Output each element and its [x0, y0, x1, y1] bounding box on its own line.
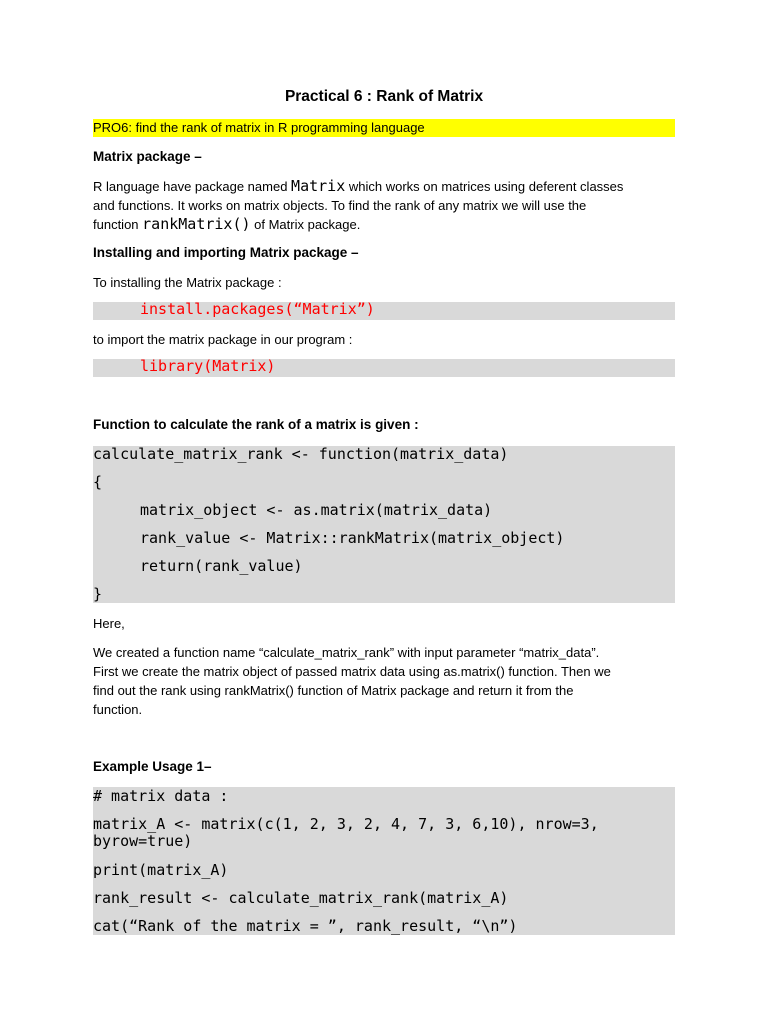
code-line: calculate_matrix_rank <- function(matrix_data) [93, 445, 509, 463]
code-line: matrix_object <- as.matrix(matrix_data) [140, 501, 493, 519]
inline-code-rankmatrix: rankMatrix() [142, 215, 251, 233]
intro-text-2: which works on matrices using deferent classes [345, 179, 624, 194]
explanation-line: First we create the matrix object of passed matrix data using as.matrix() function. Then we [93, 664, 611, 679]
code-line: } [93, 585, 103, 603]
code-line: { [93, 473, 103, 491]
function-code-block [93, 446, 675, 603]
aim-highlight: PRO6: find the rank of matrix in R programming language [93, 119, 675, 137]
install-code: install.packages(“Matrix”) [140, 300, 375, 318]
intro-line-3 [93, 215, 675, 234]
page-title: Practical 6 : Rank of Matrix [284, 88, 484, 105]
code-line: matrix_A <- matrix(c(1, 2, 3, 2, 4, 7, 3, 6,10), nrow=3, [93, 815, 599, 833]
example-code-block [93, 787, 675, 935]
import-code-block [93, 359, 675, 377]
intro-text-1: R language have package named [93, 179, 292, 194]
heading-example: Example Usage 1– [93, 759, 212, 774]
code-line: # matrix data : [93, 787, 229, 805]
heading-install: Installing and importing Matrix package – [93, 245, 359, 260]
intro-text-3: function [93, 217, 143, 232]
inline-code-matrix: Matrix [291, 177, 346, 195]
import-code: library(Matrix) [140, 357, 276, 375]
code-line: rank_result <- calculate_matrix_rank(matrix_A) [93, 889, 509, 907]
intro-text-4: of Matrix package. [250, 217, 361, 232]
intro-line-2: and functions. It works on matrix objects. To find the rank of any matrix we will use the [93, 198, 587, 213]
explanation-paragraph [93, 643, 675, 719]
here-label: Here, [93, 616, 125, 631]
install-code-block [93, 302, 675, 320]
heading-function: Function to calculate the rank of a matrix is given : [93, 417, 419, 432]
heading-matrix-package: Matrix package – [93, 149, 202, 164]
code-line: return(rank_value) [140, 557, 303, 575]
code-line: rank_value <- Matrix::rankMatrix(matrix_object) [140, 529, 565, 547]
intro-paragraph [93, 177, 675, 234]
install-intro: To installing the Matrix package : [93, 275, 282, 290]
intro-line-1 [93, 177, 675, 196]
code-line: print(matrix_A) [93, 861, 229, 879]
explanation-line: function. [93, 702, 143, 717]
code-line: cat(“Rank of the matrix = ”, rank_result, “\n”) [93, 917, 518, 935]
explanation-line: find out the rank using rankMatrix() function of Matrix package and return it from the [93, 683, 574, 698]
explanation-line: We created a function name “calculate_matrix_rank” with input parameter “matrix_data”. [93, 645, 600, 660]
code-line: byrow=true) [93, 832, 193, 850]
import-intro: to import the matrix package in our program : [93, 332, 353, 347]
